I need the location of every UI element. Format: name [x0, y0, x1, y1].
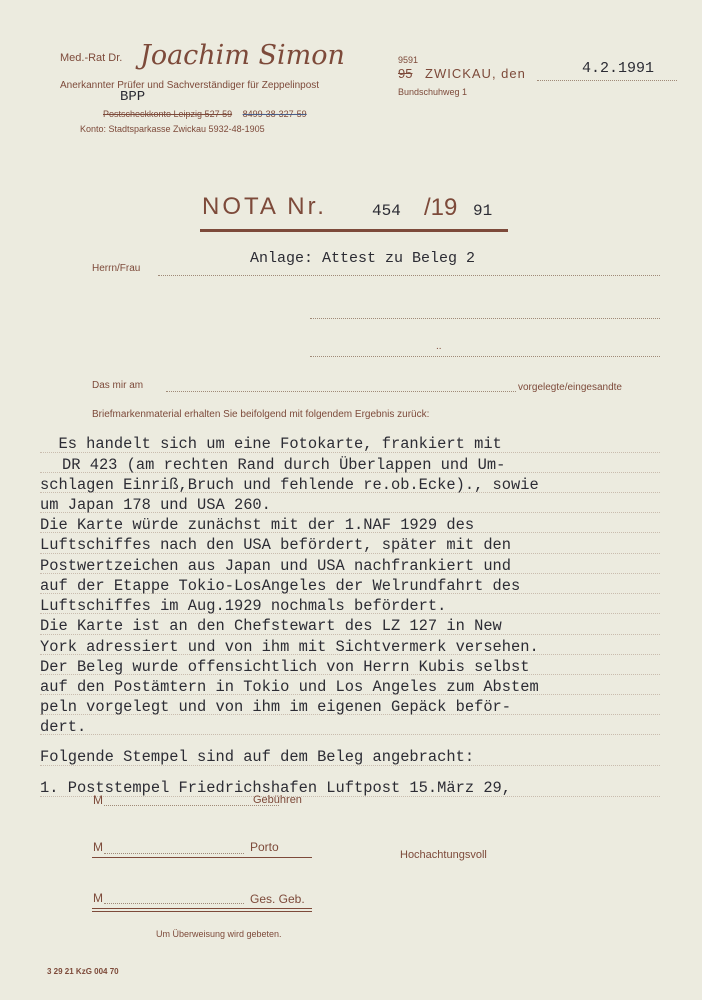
vorgelegte-label: vorgelegte/eingesandte [518, 382, 622, 393]
body-dotline [40, 734, 660, 735]
nota-year-prefix: /19 [424, 194, 458, 221]
nota-number: 454 [372, 202, 401, 220]
address-line-3-mark: .. [436, 341, 442, 352]
address-line-2 [310, 318, 660, 319]
letter-date: 4.2.1991 [582, 60, 655, 77]
ges-rule-1 [92, 908, 312, 909]
postscheck [103, 109, 307, 119]
fee-m-porto: M [93, 840, 103, 854]
body-line: schlagen Einriß,Bruch und fehlende re.ob.Ecke)., sowie [40, 476, 539, 494]
footer-code: 3 29 21 KzG 004 70 [47, 967, 119, 976]
fee-m-ges: M [93, 891, 103, 905]
body-line: dert. [40, 718, 87, 736]
body-line: 1. Poststempel Friedrichshafen Luftpost 15.März 29, [40, 779, 512, 797]
herrn-line [158, 275, 660, 276]
herrn-value: Anlage: Attest zu Beleg 2 [250, 250, 476, 267]
body-line: DR 423 (am rechten Rand durch Überlappen und Um- [62, 456, 506, 474]
letterhead-subtitle: Anerkannter Prüfer und Sachverständiger für Zeppelinpost [60, 80, 320, 91]
body-line: York adressiert und von ihm mit Sichtvermerk versehen. [40, 638, 539, 656]
ges-line [104, 903, 244, 904]
briefmarken-text: Briefmarkenmaterial erhalten Sie beifolgend mit folgendem Ergebnis zurück: [92, 409, 430, 420]
fee-m-gebuehren: M [93, 793, 103, 807]
body-line: Postwertzeichen aus Japan und USA nachfrankiert und [40, 557, 512, 575]
street: Bundschuhweg 1 [398, 87, 468, 97]
body-line: um Japan 178 und USA 260. [40, 496, 271, 514]
ges-rule-2 [92, 911, 312, 912]
nota-underline [200, 229, 508, 232]
postscheck-struck: 8499-38-327-59 [242, 109, 307, 119]
body-line: Die Karte ist an den Chefstewart des LZ 127 in New [40, 617, 502, 635]
zip-old: 95 [398, 66, 413, 81]
body-line: Die Karte würde zunächst mit der 1.NAF 1929 des [40, 516, 475, 534]
closing: Hochachtungsvoll [400, 849, 487, 861]
body-line: auf der Etappe Tokio-LosAngeles der Welrundfahrt des [40, 577, 521, 595]
address-line-3 [310, 356, 660, 357]
body-line: Luftschiffes im Aug.1929 nochmals befördert. [40, 597, 447, 615]
bank-account: Konto: Stadtsparkasse Zwickau 5932-48-1905 [80, 124, 265, 134]
das-mir-am-line [166, 391, 516, 392]
letterhead-name: Joachim Simon [140, 40, 345, 71]
ueberweisung: Um Überweisung wird gebeten. [156, 929, 282, 939]
ges-geb-label: Ges. Geb. [250, 892, 305, 906]
bpp-stamp: BPP [120, 89, 146, 105]
postscheck-text: Postscheckkonto Leipzig 527 59 [103, 109, 233, 119]
body-line: Es handelt sich um eine Fotokarte, frankiert mit [40, 435, 502, 453]
body-line: Luftschiffes nach den USA befördert, später mit den [40, 536, 512, 554]
nota-year-suffix: 91 [473, 202, 493, 220]
body-line: Der Beleg wurde offensichtlich von Herrn Kubis selbst [40, 658, 530, 676]
body-line: Folgende Stempel sind auf dem Beleg angebracht: [40, 748, 475, 766]
das-mir-am-label: Das mir am [92, 380, 144, 391]
date-line [537, 80, 677, 81]
body-line: auf den Postämtern in Tokio und Los Angeles zum Abstem [40, 678, 539, 696]
gebuehren-label: Gebühren [253, 794, 302, 806]
zip-new: 9591 [398, 55, 419, 65]
porto-line [104, 853, 244, 854]
porto-rule [92, 857, 312, 858]
body-line: peln vorgelegt und von ihm im eigenen Gepäck beför- [40, 698, 512, 716]
nota-label: NOTA Nr. [202, 193, 327, 220]
city-label: ZWICKAU, den [425, 66, 526, 81]
letterhead-title-prefix: Med.-Rat Dr. [60, 52, 123, 64]
herrn-label: Herrn/Frau [92, 263, 141, 274]
porto-label: Porto [250, 840, 279, 854]
